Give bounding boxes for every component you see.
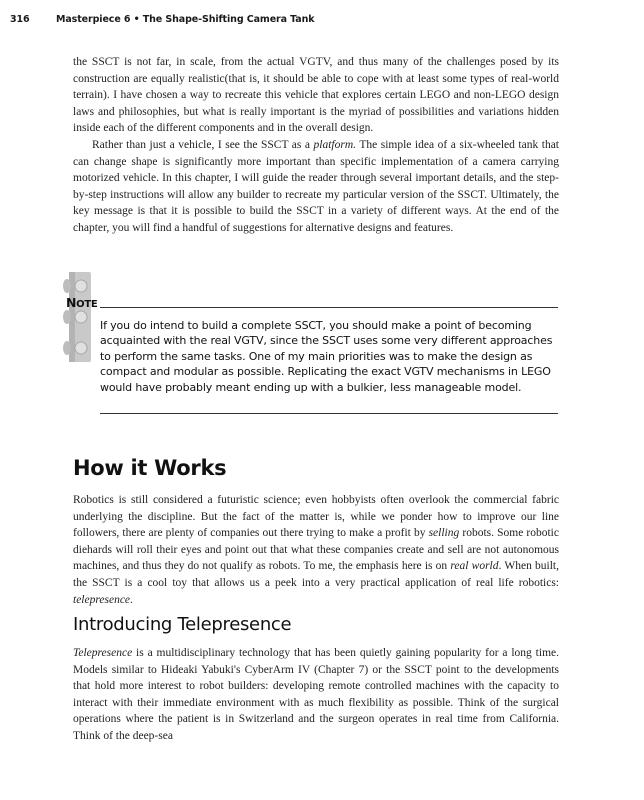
intro-paragraph-1: the SSCT is not far, in scale, from the actual VGTV, and thus many of the challenges posed by its construction are equally realistic(that is, it should be able to cope with at least some types of real-world terrain). I have chosen a way to recreate this vehicle that explores certain LEGO and non-LEGO design laws and philosophies, but what is really important is the myriad of possibilities and variations hidden inside each of the different components and in the overall design.: [73, 56, 559, 135]
how-it-works-text: [73, 492, 559, 608]
how-it-works-paragraph: Robotics is still considered a futuristic science; even hobbyists often overlook the commercial fabric underlying the discipline. But the fact of the matter is, while we ponder how to improve our line followers, there are plenty of companies out there trying to make a profit by selling robots. Some robotic diehards will roll their eyes and point out that what these companies create and sell are not autonomous machines, and thus they do not qualify as robots. To me, the emphasis here is on real world. When built, the SSCT is a cool toy that allows us a peek into a very practical application of real life robotics: telepresence.: [73, 494, 559, 606]
running-title: Masterpiece 6 • The Shape-Shifting Camera Tank: [56, 14, 315, 25]
note-label: NOTE: [66, 295, 98, 310]
lego-brick-icon: [63, 272, 97, 362]
page-number: 316: [10, 14, 30, 25]
note-rule-bottom: [100, 413, 558, 414]
intro-paragraph-2: Rather than just a vehicle, I see the SSCT as a platform. The simple idea of a six-wheeled tank that can change shape is significantly more important than specific implementation of a camera carrying motorized vehicle. In this chapter, I will guide the reader through several important details, and the step-by-step instructions will allow any builder to recreate my particular version of the SSCT. Ultimately, the key message is that it is possible to build the SSCT in a variety of different ways. At the end of the chapter, you will find a handful of suggestions for alternative designs and features.: [73, 138, 559, 234]
telepresence-text: [73, 645, 559, 745]
section-heading-telepresence: Introducing Telepresence: [73, 614, 292, 635]
running-header: [10, 14, 630, 26]
telepresence-paragraph: Telepresence is a multidisciplinary technology that has been quietly gaining popularity for a long time. Models similar to Hideaki Yabuki's CyberArm IV (Chapter 7) or the SSCT point to the developments that hold more interest to robot builders: developing remote controlled machines with the capacity to interact with their immediate environment with as much flexibility as possible. Think of the surgical operations where the patient is in Switzerland and the surgeon operates in real time from California. Think of the deep-sea: [73, 647, 559, 742]
note-rule-top: [100, 307, 558, 308]
platform-emphasis: platform.: [313, 138, 357, 151]
note-text: If you do intend to build a complete SSCT, you should make a point of becoming acquainted with the real VGTV, since the SSCT uses some very different approaches to perform the same tasks. One of my main priorities was to make the design as compact and modular as possible. Replicating the exact VGTV mechanisms in LEGO would have probably meant ending up with a bulkier, less manageable model.: [100, 319, 553, 394]
intro-text: [73, 54, 559, 237]
section-heading-how-it-works: How it Works: [73, 456, 227, 480]
